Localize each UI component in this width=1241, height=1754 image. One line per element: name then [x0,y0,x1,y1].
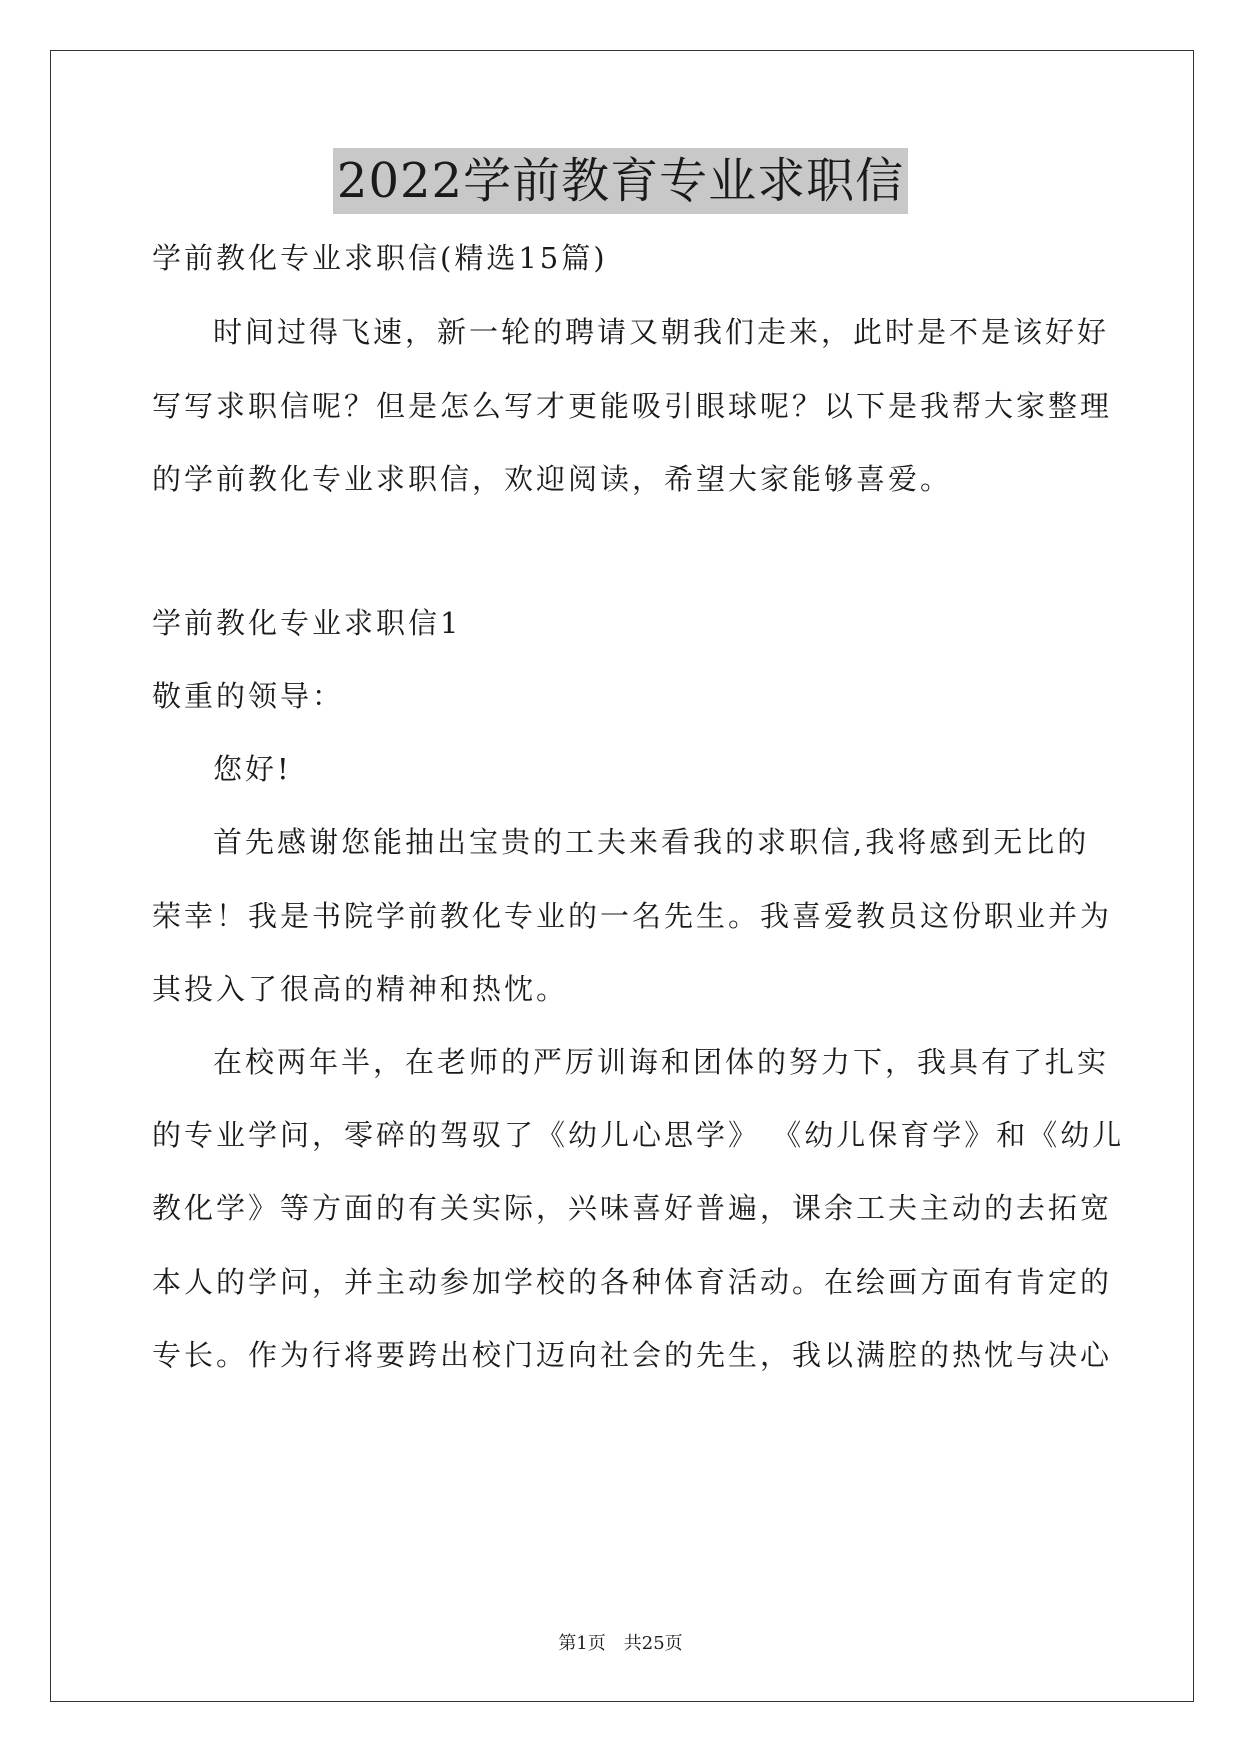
intro-line: 写写求职信呢？但是怎么写才更能吸引眼球呢？以下是我帮大家整理 [152,389,1113,423]
paragraph-line: 专长。作为行将要跨出校门迈向社会的先生，我以满腔的热忱与决心 [152,1338,1113,1372]
paragraph-line: 荣幸！我是书院学前教化专业的一名先生。我喜爱教员这份职业并为 [152,899,1113,933]
paragraph-line: 的专业学问，零碎的驾驭了《幼儿心思学》 《幼儿保育学》和《幼儿 [152,1118,1125,1152]
paragraph-line: 在校两年半，在老师的严厉训诲和团体的努力下，我具有了扎实 [213,1045,1110,1079]
paragraph-line: 教化学》等方面的有关实际，兴味喜好普遍，课余工夫主动的去拓宽 [152,1191,1113,1225]
section-heading: 学前教化专业求职信1 [152,606,462,640]
salutation: 敬重的领导： [152,679,345,713]
document-title: 2022学前教育专业求职信 [333,148,908,214]
page-number: 第1页 共25页 [558,1633,683,1654]
greeting: 您好! [213,752,292,786]
page-border [50,50,1194,1702]
paragraph-line: 本人的学问，并主动参加学校的各种体育活动。在绘画方面有肯定的 [152,1265,1113,1299]
intro-line: 时间过得飞速，新一轮的聘请又朝我们走来，此时是不是该好好 [213,315,1110,349]
paragraph-line: 首先感谢您能抽出宝贵的工夫来看我的求职信,我将感到无比的 [213,825,1090,859]
title-container [0,148,1241,214]
paragraph-line: 其投入了很高的精神和热忱。 [152,972,569,1006]
document-subtitle: 学前教化专业求职信(精选15篇) [152,241,608,275]
intro-line: 的学前教化专业求职信，欢迎阅读，希望大家能够喜爱。 [152,462,953,496]
